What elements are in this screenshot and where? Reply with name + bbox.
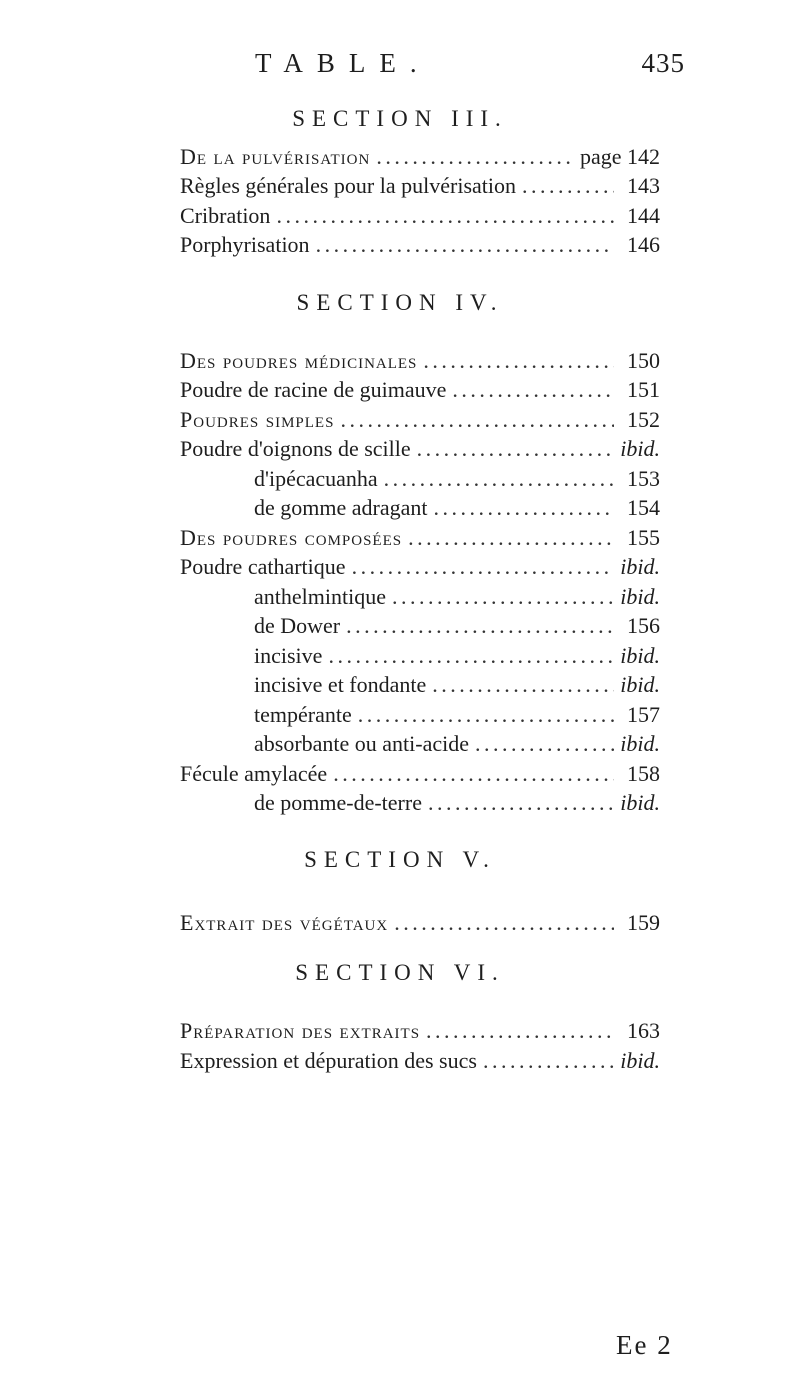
toc-entry-label: anthelmintique xyxy=(254,584,386,609)
toc-entry xyxy=(254,613,660,645)
dot-leader xyxy=(352,554,614,580)
toc-entry xyxy=(180,525,660,557)
toc-entry-label: Règles générales pour la pulvérisation xyxy=(180,173,517,198)
toc-entry-page: ibid. xyxy=(620,584,660,609)
dot-leader xyxy=(408,525,614,551)
dot-leader xyxy=(522,173,614,199)
toc-entry-label: Fécule amylacée xyxy=(180,761,328,786)
toc-entry-page: 153 xyxy=(627,466,660,491)
section-heading-vi: SECTION VI. xyxy=(295,960,505,985)
toc-entry-label: Des poudres médicinales xyxy=(180,348,418,373)
toc-entry xyxy=(180,761,660,793)
toc-entry-label: absorbante ou anti-acide xyxy=(254,731,470,756)
toc-entry xyxy=(180,144,660,176)
toc-entry-label: de pomme-de-terre xyxy=(254,790,422,815)
toc-entry xyxy=(180,377,660,409)
dot-leader xyxy=(432,672,614,698)
dot-leader xyxy=(417,436,614,462)
toc-entry-label: Poudres simples xyxy=(180,407,335,432)
toc-entry-page: ibid. xyxy=(620,554,660,579)
toc-entry xyxy=(180,910,660,942)
toc-entry-page: ibid. xyxy=(620,643,660,668)
dot-leader xyxy=(358,702,614,728)
toc-entry xyxy=(180,1018,660,1050)
toc-entry xyxy=(254,672,660,704)
page-prefix: page xyxy=(579,144,622,169)
dot-leader xyxy=(333,761,614,787)
toc-entry xyxy=(180,436,660,468)
toc-entry-label: Poudre d'oignons de scille xyxy=(180,436,411,461)
dot-leader xyxy=(475,731,614,757)
toc-entry-label: de gomme adragant xyxy=(254,495,428,520)
toc-entry-label: Porphyrisation xyxy=(180,232,310,257)
section-heading-iii: SECTION III. xyxy=(292,106,508,131)
dot-leader xyxy=(426,1018,614,1044)
toc-entry-label: De la pulvérisation xyxy=(180,144,371,169)
toc-entry-label: Expression et dépuration des sucs xyxy=(180,1048,477,1073)
toc-entry-label: Des poudres composées xyxy=(180,525,403,550)
toc-entry xyxy=(254,643,660,675)
toc-entry-label: d'ipécacuanha xyxy=(254,466,378,491)
toc-entry-page: ibid. xyxy=(620,790,660,815)
toc-entry-page: 143 xyxy=(627,173,660,198)
toc-entry xyxy=(180,407,660,439)
toc-entry-page: 152 xyxy=(627,407,660,432)
running-head-title: TABLE. xyxy=(255,48,431,78)
toc-entry-page: 154 xyxy=(627,495,660,520)
toc-entry-page: ibid. xyxy=(620,731,660,756)
dot-leader xyxy=(434,495,615,521)
toc-entry-label: Extrait des végétaux xyxy=(180,910,389,935)
toc-entry-label: Cribration xyxy=(180,203,271,228)
toc-entry-page: 159 xyxy=(627,910,660,935)
page-value: 142 xyxy=(627,144,660,169)
dot-leader xyxy=(328,643,614,669)
toc-entry xyxy=(254,702,660,734)
toc-entry-label: de Dower xyxy=(254,613,341,638)
toc-entry-page: 163 xyxy=(627,1018,660,1043)
toc-entry-page: 146 xyxy=(627,232,660,257)
section-heading-iv: SECTION IV. xyxy=(296,290,504,315)
toc-entry-label: incisive xyxy=(254,643,323,668)
dot-leader xyxy=(384,466,614,492)
toc-entry-page: 150 xyxy=(627,348,660,373)
toc-entry-page xyxy=(580,144,660,170)
toc-entry xyxy=(254,466,660,498)
dot-leader xyxy=(376,144,574,170)
dot-leader xyxy=(340,407,614,433)
toc-entry xyxy=(180,203,660,235)
toc-entry-label: incisive et fondante xyxy=(254,672,427,697)
section-heading-v: SECTION V. xyxy=(304,847,496,872)
toc-entry-page: 144 xyxy=(627,203,660,228)
toc-entry xyxy=(180,348,660,380)
toc-entry-page: 156 xyxy=(627,613,660,638)
toc-entry-page: ibid. xyxy=(620,1048,660,1073)
toc-entry xyxy=(180,1048,660,1080)
toc-entry-label: Préparation des extraits xyxy=(180,1018,421,1043)
toc-entry-page: 151 xyxy=(627,377,660,402)
dot-leader xyxy=(394,910,614,936)
toc-entry xyxy=(254,731,660,763)
running-head-page-number: 435 xyxy=(641,48,685,78)
toc-entry-page: ibid. xyxy=(620,672,660,697)
dot-leader xyxy=(346,613,614,639)
dot-leader xyxy=(483,1048,614,1074)
toc-entry xyxy=(254,584,660,616)
toc-entry xyxy=(180,173,660,205)
dot-leader xyxy=(452,377,614,403)
toc-entry-label: Poudre cathartique xyxy=(180,554,346,579)
toc-entry-page: ibid. xyxy=(620,436,660,461)
toc-entry xyxy=(180,232,660,264)
toc-entry-page: 158 xyxy=(627,761,660,786)
toc-entry xyxy=(254,495,660,527)
toc-entry-label: tempérante xyxy=(254,702,352,727)
dot-leader xyxy=(423,348,614,374)
dot-leader xyxy=(316,232,614,258)
toc-entry xyxy=(180,554,660,586)
toc-entry-label: Poudre de racine de guimauve xyxy=(180,377,447,402)
toc-entry-page: 155 xyxy=(627,525,660,550)
dot-leader xyxy=(276,203,614,229)
dot-leader xyxy=(428,790,614,816)
toc-entry xyxy=(254,790,660,822)
signature-mark: Ee 2 xyxy=(616,1330,673,1360)
toc-entry-page: 157 xyxy=(627,702,660,727)
dot-leader xyxy=(392,584,614,610)
